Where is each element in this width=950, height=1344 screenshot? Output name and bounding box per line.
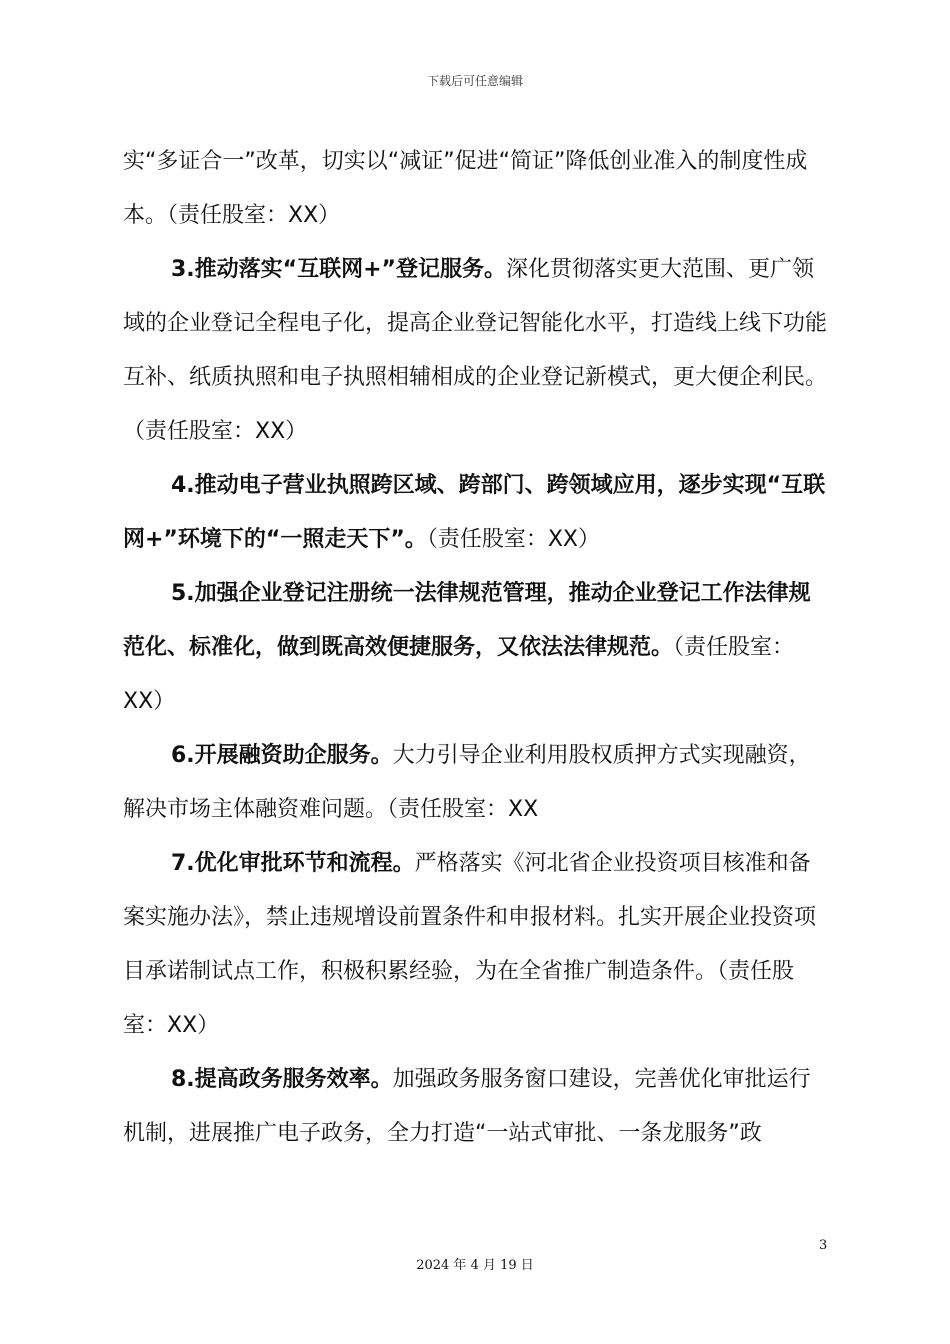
paragraph-text: 大力引导企业利用股权质押方式实现融资，解决市场主体融资难问题。（责任股室：XX bbox=[123, 743, 811, 822]
page-header: 下载后可任意编辑 bbox=[426, 74, 523, 88]
paragraph-heading: 3.推动落实“互联网+”登记服务。 bbox=[171, 257, 507, 282]
paragraph-heading: 8.提高政务服务效率。 bbox=[171, 1067, 393, 1092]
paragraph-heading: 5.加强企业登记注册统一法律规范管理，推动企业登记工作法律规范化、标准化，做到既高效便捷服务，又依法法律规范。 bbox=[123, 581, 811, 660]
page-number: 3 bbox=[819, 1238, 828, 1253]
paragraph-item-6 bbox=[123, 729, 829, 837]
paragraph-item-5 bbox=[123, 567, 829, 729]
paragraph-heading: 7.优化审批环节和流程。 bbox=[171, 851, 415, 876]
paragraph-text: 加强政务服务窗口建设，完善优化审批运行机制，进展推广电子政务，全力打造“一站式审批、一条龙服务”政 bbox=[123, 1067, 811, 1146]
paragraph-item-7 bbox=[123, 837, 829, 1053]
paragraph-item-3 bbox=[123, 243, 829, 459]
paragraph-heading: 4.推动电子营业执照跨区域、跨部门、跨领域应用，逐步实现“互联网+”环境下的“一照走天下”。 bbox=[123, 473, 826, 552]
paragraph-text: 深化贯彻落实更大范围、更广领域的企业登记全程电子化，提高企业登记智能化水平，打造线上线下功能互补、纸质执照和电子执照相辅相成的企业登记新模式，更大便企利民。（责任股室：XX） bbox=[123, 257, 828, 444]
document-body bbox=[123, 135, 829, 1161]
paragraph-item-4 bbox=[123, 459, 829, 567]
footer-date: 2024 年 4 月 19 日 bbox=[416, 1258, 534, 1273]
paragraph-text: 实“多证合一”改革，切实以“减证”促进“简证”降低创业准入的制度性成本。（责任股室：XX） bbox=[123, 149, 808, 228]
paragraph-continuation bbox=[123, 135, 829, 243]
paragraph-heading: 6.开展融资助企服务。 bbox=[171, 743, 393, 768]
paragraph-text: （责任股室：XX） bbox=[426, 527, 600, 552]
paragraph-text: （责任股室：XX） bbox=[123, 635, 795, 714]
paragraph-item-8 bbox=[123, 1053, 829, 1161]
paragraph-text: 严格落实《河北省企业投资项目核准和备案实施办法》，禁止违规增设前置条件和申报材料。扎实开展企业投资项目承诺制试点工作，积极积累经验，为在全省推广制造条件。（责任股室：XX） bbox=[123, 851, 817, 1038]
